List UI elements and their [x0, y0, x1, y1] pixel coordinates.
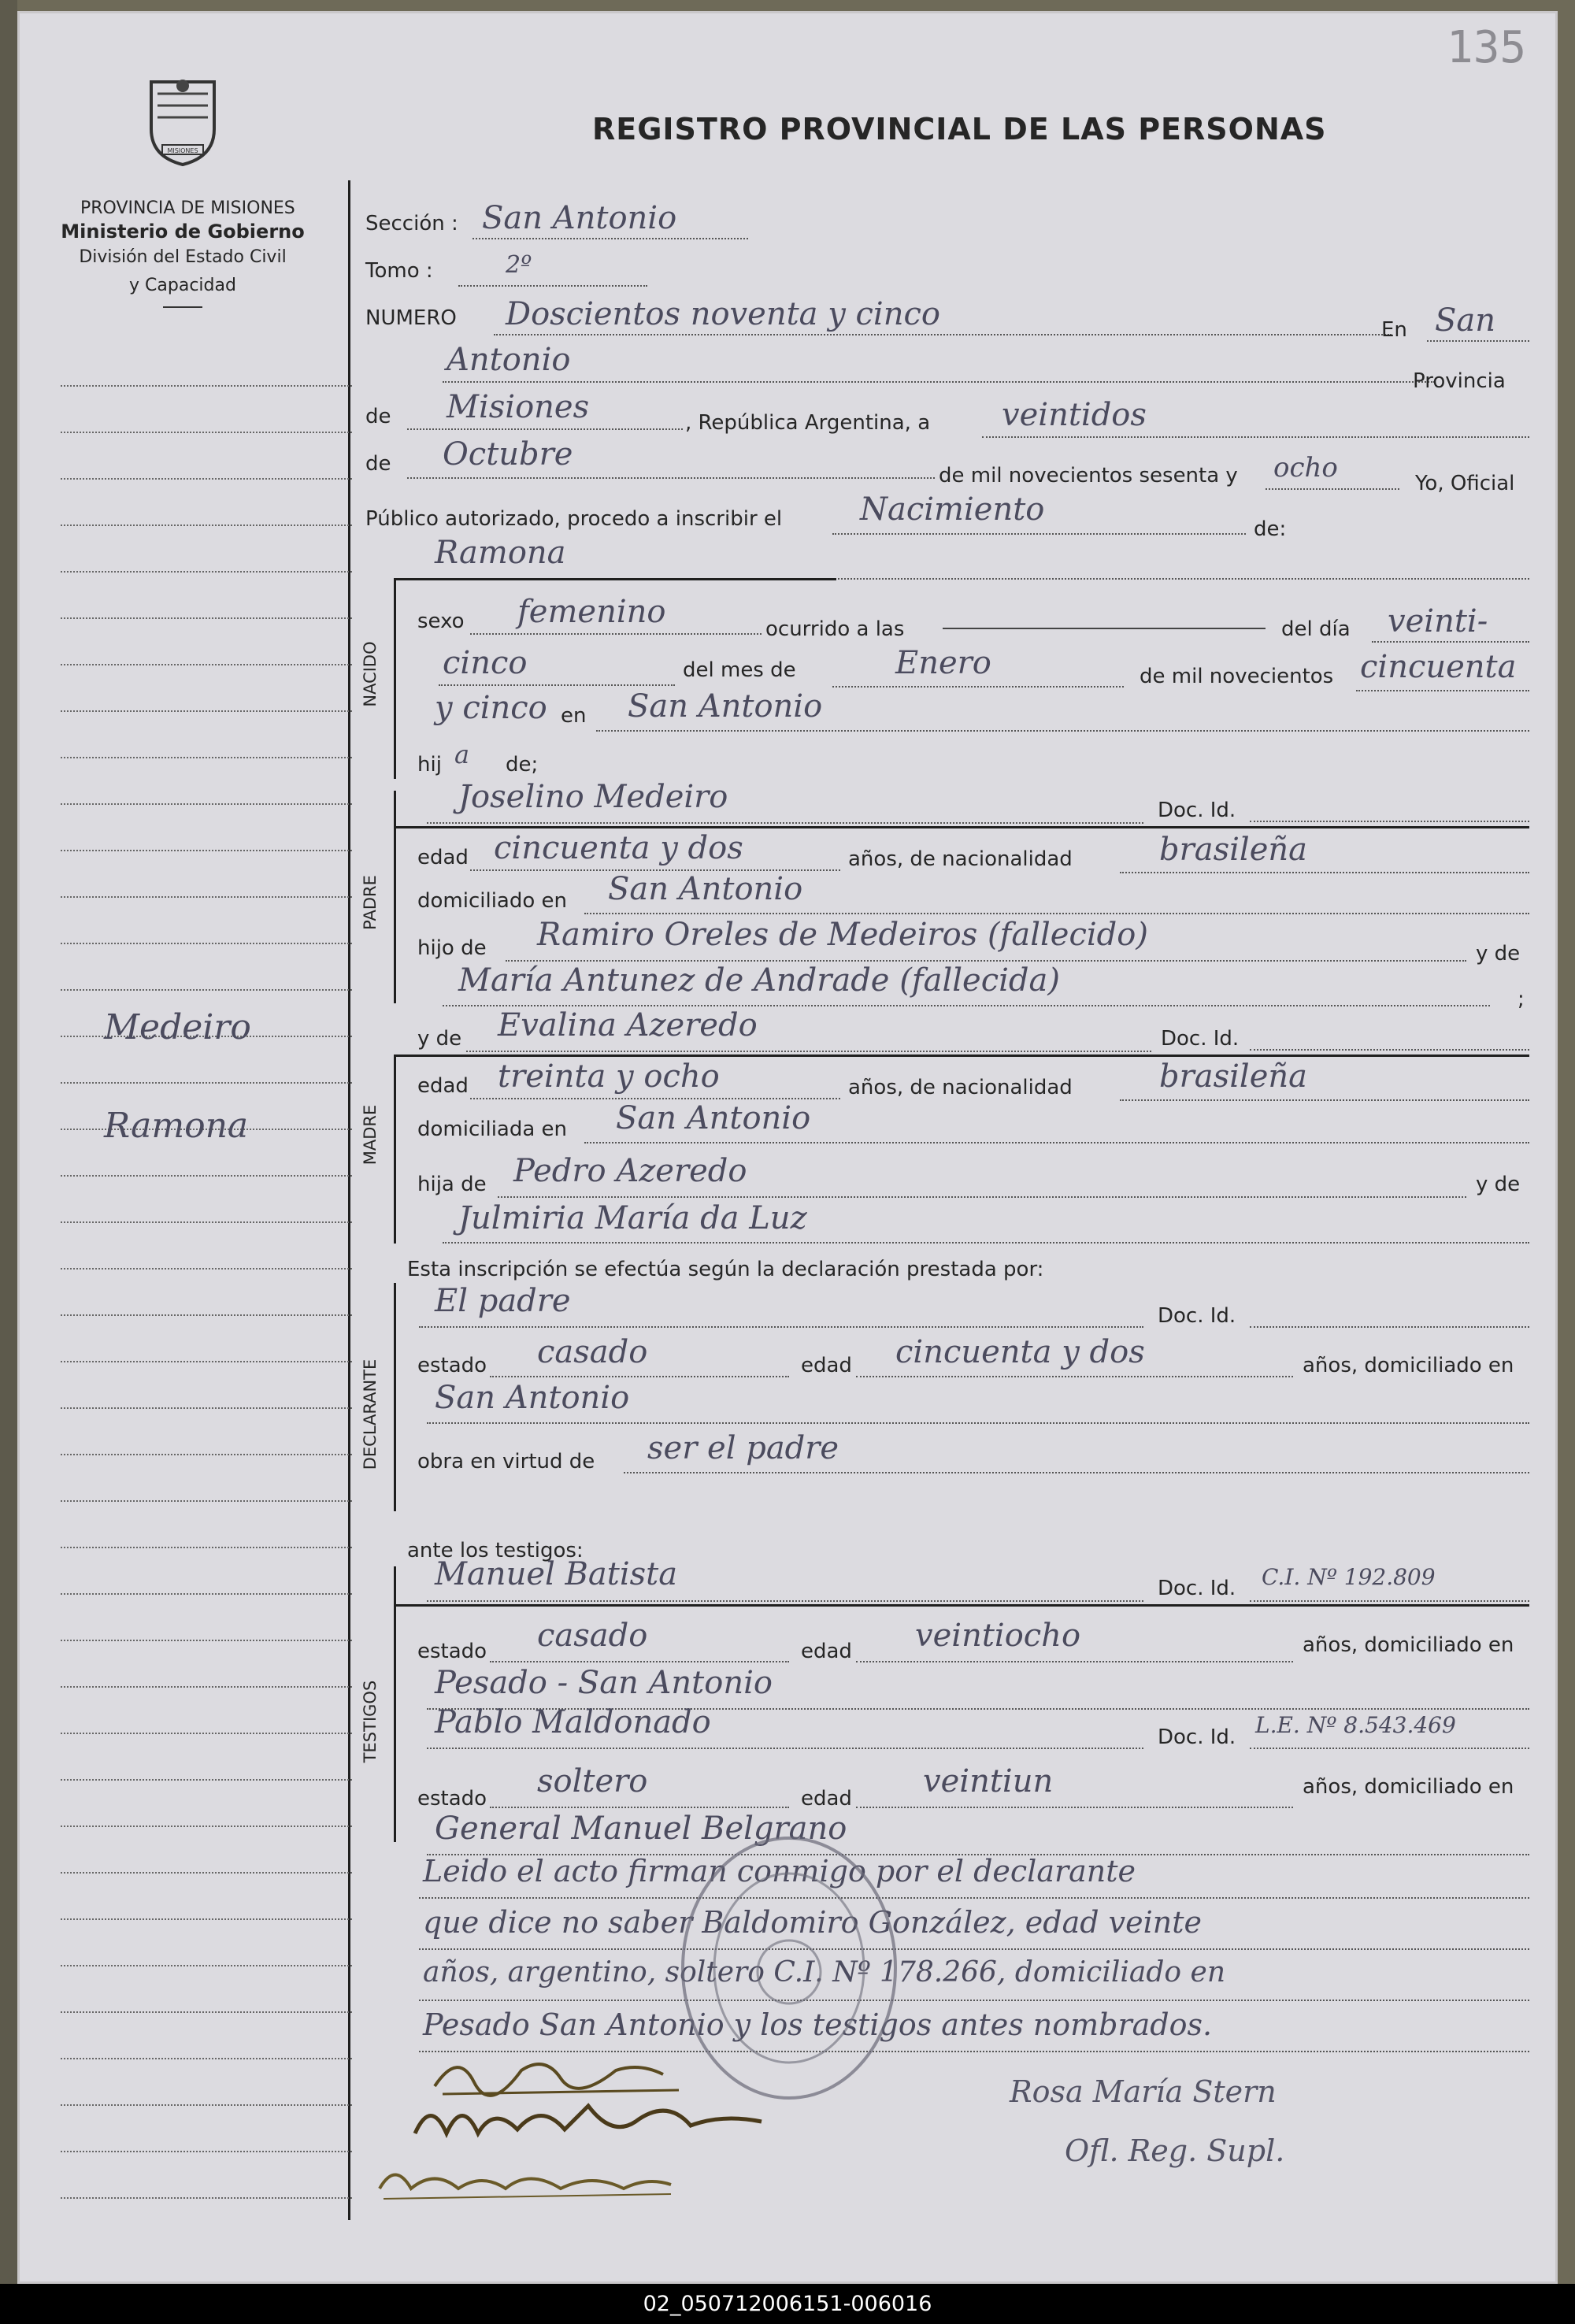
value-anio-nac-1: cincuenta	[1360, 649, 1517, 685]
label-padre-dom: domiciliado en	[417, 889, 568, 913]
label-de-mil-nov: de mil novecientos	[1140, 665, 1334, 688]
margin-ruled-line	[61, 1175, 352, 1177]
label-t2-doc: Doc. Id.	[1158, 1725, 1236, 1749]
label-madre-nac: años, de nacionalidad	[848, 1076, 1073, 1099]
bar-testigos	[394, 1566, 396, 1842]
line-t2-doc	[1250, 1748, 1529, 1749]
margin-ruled-line	[61, 1965, 352, 1966]
value-t1-doc: C.I. Nº 192.809	[1262, 1564, 1436, 1590]
value-t2-nombre: Pablo Maldonado	[435, 1704, 711, 1740]
value-acto: Nacimiento	[860, 491, 1045, 528]
signature-manuel-batista	[407, 2090, 801, 2153]
line-madre-nombre	[466, 1051, 1151, 1052]
label-t1-doc: Doc. Id.	[1158, 1577, 1236, 1600]
line-t1-edad	[856, 1661, 1293, 1662]
line-padre-dom	[584, 913, 1529, 914]
margin-ruled-line	[61, 1918, 352, 1920]
value-sexo: femenino	[517, 594, 666, 630]
value-dia-nac-2: cinco	[443, 645, 528, 681]
page-number: 135	[1447, 22, 1527, 73]
line-seccion	[472, 238, 748, 239]
value-decl-edad: cincuenta y dos	[895, 1334, 1145, 1370]
margin-ruled-line	[61, 850, 352, 851]
margin-ruled-line	[61, 2197, 352, 2199]
value-lugar-nac: San Antonio	[628, 688, 823, 725]
line-dia-acta	[982, 436, 1529, 438]
line-t2-estado	[490, 1807, 789, 1808]
value-t1-estado: casado	[537, 1618, 648, 1654]
bar-padre	[394, 791, 396, 1003]
value-numero: Doscientos noventa y cinco	[506, 296, 940, 332]
value-en-place: San	[1435, 302, 1496, 339]
margin-ruled-line	[61, 1314, 352, 1316]
official-circular-stamp	[671, 1826, 907, 2110]
value-t1-nombre: Manuel Batista	[435, 1556, 678, 1592]
value-padre-madre: María Antunez de Andrade (fallecida)	[458, 962, 1060, 999]
label-publico: Público autorizado, procedo a inscribir el	[365, 507, 783, 531]
line-anio-nac	[1356, 690, 1529, 691]
margin-ruled-line	[61, 2058, 352, 2059]
coat-of-arms-seal	[143, 74, 222, 169]
line-t2-nombre	[427, 1748, 1143, 1749]
label-obra: obra en virtud de	[417, 1450, 595, 1473]
line-madre-dom	[584, 1142, 1529, 1143]
label-seccion: Sección :	[365, 212, 458, 235]
label-padre-doc: Doc. Id.	[1158, 799, 1236, 822]
section-nacido: NACIDO	[361, 641, 380, 707]
value-mes-acta: Octubre	[443, 436, 573, 473]
label-t2-edad: edad	[801, 1787, 852, 1811]
margin-ruled-line	[61, 1593, 352, 1595]
label-decl-domic: años, domiciliado en	[1303, 1354, 1514, 1377]
line-madre-madre	[443, 1242, 1529, 1244]
value-madre-nac: brasileña	[1159, 1058, 1307, 1095]
rule-madre-top	[395, 1055, 1529, 1057]
bar-madre	[394, 1055, 396, 1244]
margin-ruled-line	[61, 1361, 352, 1362]
line-padre-nac	[1120, 872, 1529, 873]
label-padre-hijo-de: hijo de	[417, 936, 487, 960]
closing-line-1: Leido el acto firman conmigo por el declarante	[423, 1854, 1136, 1888]
label-del-dia: del día	[1281, 617, 1351, 641]
label-decl-edad: edad	[801, 1354, 852, 1377]
value-mes-nac: Enero	[895, 645, 991, 681]
label-madre-edad: edad	[417, 1074, 469, 1098]
margin-ruled-line	[61, 524, 352, 526]
line-lugar	[443, 381, 1435, 383]
label-hijo: hij	[417, 753, 442, 777]
value-madre-nombre: Evalina Azeredo	[498, 1007, 758, 1043]
value-declarante: El padre	[435, 1283, 571, 1319]
label-esta-inscripcion: Esta inscripción se efectúa según la declaración prestada por:	[407, 1258, 1044, 1281]
margin-ruled-line	[61, 1779, 352, 1781]
line-dia-nac	[1372, 641, 1529, 643]
line-hora	[943, 628, 1266, 629]
value-t2-domicilio: General Manuel Belgrano	[435, 1811, 847, 1847]
line-obra	[624, 1472, 1529, 1473]
label-sexo: sexo	[417, 610, 465, 633]
label-t1-edad: edad	[801, 1640, 852, 1663]
label-yo-oficial: Yo, Oficial	[1415, 472, 1515, 495]
margin-note-surname: Medeiro	[104, 1007, 251, 1047]
value-madre-edad: treinta y ocho	[498, 1058, 720, 1095]
label-t2-domic: años, domiciliado en	[1303, 1775, 1514, 1799]
label-de-semicolon: de;	[506, 753, 539, 777]
line-anio-acta	[1266, 488, 1399, 490]
book-binding	[0, 0, 17, 2284]
label-de-colon: de:	[1254, 517, 1287, 541]
margin-ruled-line	[61, 2151, 352, 2152]
margin-ruled-line	[61, 617, 352, 619]
label-de-mil: de mil novecientos sesenta y	[939, 464, 1238, 487]
margin-ruled-line	[61, 1454, 352, 1455]
register-page	[17, 11, 1558, 2284]
margin-ruled-line	[61, 2104, 352, 2106]
line-madre-doc	[1250, 1049, 1529, 1051]
label-madre-dom: domiciliada en	[417, 1118, 568, 1141]
line-numero	[494, 334, 1392, 335]
value-decl-domicilio: San Antonio	[435, 1380, 630, 1416]
value-hijo-suffix: a	[454, 739, 470, 769]
label-numero: NUMERO	[365, 306, 457, 330]
margin-ruled-line	[61, 1640, 352, 1641]
label-tomo: Tomo :	[365, 259, 433, 283]
margin-ruled-line	[61, 664, 352, 665]
margin-note-name: Ramona	[104, 1106, 249, 1146]
label-ante-testigos: ante los testigos:	[407, 1539, 584, 1562]
margin-ruled-line	[61, 385, 352, 387]
value-dia-nac-1: veinti-	[1388, 603, 1488, 639]
label-republica: , República Argentina, a	[685, 411, 931, 435]
value-seccion: San Antonio	[482, 200, 677, 236]
value-provincia: Misiones	[447, 389, 590, 425]
line-acto	[832, 533, 1246, 535]
line-tomo	[458, 285, 647, 287]
line-en	[1427, 340, 1529, 342]
label-de-prov: de	[365, 405, 391, 428]
org-division: División del Estado Civil	[79, 247, 287, 267]
label-t2-estado: estado	[417, 1787, 487, 1811]
signature-pablo-maldonado	[372, 2153, 687, 2208]
label-madre-hija-de: hija de	[417, 1173, 487, 1196]
signature-oficial-title: Ofl. Reg. Supl.	[1065, 2133, 1285, 2168]
value-anio-nac-2: y cinco	[435, 690, 547, 726]
line-padre-doc	[1250, 821, 1529, 822]
page-title: REGISTRO PROVINCIAL DE LAS PERSONAS	[592, 112, 1327, 146]
section-madre: MADRE	[361, 1104, 380, 1166]
value-t1-domicilio: Pesado - San Antonio	[435, 1665, 773, 1701]
org-province: PROVINCIA DE MISIONES	[80, 198, 295, 218]
form-frame-left	[348, 180, 350, 2220]
value-padre-nac: brasileña	[1159, 832, 1307, 868]
label-madre-y-de: y de	[417, 1027, 462, 1051]
value-nombre: Ramona	[435, 535, 566, 571]
value-decl-virtud: ser el padre	[647, 1430, 839, 1466]
rule-nacido-top	[395, 578, 836, 580]
label-padre-edad: edad	[417, 846, 469, 869]
line-declarante	[419, 1326, 1143, 1328]
org-underline	[163, 306, 202, 308]
closing-line-2: que dice no saber Baldomiro González, edad veinte	[423, 1905, 1203, 1940]
closing-line-3: años, argentino, soltero C.I. Nº 178.266, domiciliado en	[423, 1956, 1226, 1989]
margin-ruled-line	[61, 1407, 352, 1409]
margin-ruled-line	[61, 2011, 352, 2013]
value-t2-doc: L.E. Nº 8.543.469	[1255, 1712, 1456, 1738]
line-provincia	[407, 428, 683, 430]
margin-ruled-line	[61, 478, 352, 480]
margin-ruled-line	[61, 1500, 352, 1502]
value-padre-edad: cincuenta y dos	[494, 830, 743, 866]
rule-padre-top	[395, 826, 1529, 828]
label-del-mes: del mes de	[683, 658, 796, 682]
margin-ruled-line	[61, 571, 352, 573]
line-closing-3	[419, 2000, 1529, 2001]
line-madre-nac	[1120, 1099, 1529, 1101]
label-ocurrido: ocurrido a las	[765, 617, 905, 641]
margin-ruled-line	[61, 1686, 352, 1688]
value-padre-padre: Ramiro Oreles de Medeiros (fallecido)	[537, 917, 1148, 953]
value-t2-edad: veintiun	[923, 1763, 1054, 1800]
org-capacity: y Capacidad	[129, 276, 236, 295]
org-ministry: Ministerio de Gobierno	[61, 221, 305, 243]
margin-ruled-line	[61, 803, 352, 805]
seal-text: MISIONES	[167, 147, 198, 154]
label-t1-domic: años, domiciliado en	[1303, 1633, 1514, 1657]
signature-oficial-name: Rosa María Stern	[1010, 2074, 1277, 2109]
value-tomo: 2º	[506, 251, 532, 279]
line-padre-madre	[443, 1005, 1490, 1006]
bar-nacido	[394, 578, 396, 779]
value-dia-acta: veintidos	[1002, 397, 1147, 433]
label-decl-estado: estado	[417, 1354, 487, 1377]
margin-ruled-line	[61, 432, 352, 433]
line-t1-doc	[1250, 1600, 1529, 1602]
label-t1-estado: estado	[417, 1640, 487, 1663]
line-sexo	[470, 633, 762, 635]
margin-ruled-line	[61, 989, 352, 991]
line-padre-nombre	[427, 822, 1143, 824]
margin-ruled-line	[61, 1825, 352, 1827]
margin-ruled-line	[61, 1082, 352, 1084]
margin-ruled-line	[61, 1268, 352, 1269]
line-madre-padre	[498, 1196, 1466, 1198]
footer-id-bar: 02_050712006151-006016	[0, 2284, 1575, 2324]
value-t1-edad: veintiocho	[915, 1618, 1081, 1654]
label-madre-doc: Doc. Id.	[1161, 1027, 1240, 1051]
value-t2-estado: soltero	[537, 1763, 648, 1800]
margin-ruled-line	[61, 943, 352, 944]
label-padre-nac: años, de nacionalidad	[848, 847, 1073, 871]
value-padre-nombre: Joselino Medeiro	[458, 779, 728, 815]
label-en: En	[1381, 318, 1407, 342]
bar-declarante	[394, 1283, 396, 1511]
label-semicolon: ;	[1518, 988, 1525, 1011]
line-lugar-nac	[596, 730, 1529, 732]
label-decl-doc: Doc. Id.	[1158, 1304, 1236, 1328]
label-provincia: Provincia	[1413, 369, 1506, 393]
line-closing-1	[419, 1897, 1529, 1899]
margin-ruled-line	[61, 710, 352, 712]
rule-testigos-top	[395, 1604, 1529, 1607]
section-testigos: TESTIGOS	[361, 1680, 380, 1763]
margin-ruled-line	[61, 1733, 352, 1734]
line-madre-edad	[470, 1098, 840, 1099]
value-madre-dom: San Antonio	[616, 1100, 811, 1136]
value-padre-dom: San Antonio	[608, 871, 803, 907]
line-decl-doc	[1250, 1326, 1529, 1328]
line-t1-nombre	[427, 1600, 1143, 1602]
margin-ruled-line	[61, 1872, 352, 1874]
line-mes-nac	[832, 686, 1124, 688]
margin-ruled-line	[61, 1547, 352, 1548]
value-madre-padre: Pedro Azeredo	[513, 1153, 747, 1189]
line-padre-padre	[506, 960, 1466, 962]
section-declarante: DECLARANTE	[361, 1358, 380, 1470]
line-t1-estado	[490, 1661, 789, 1662]
line-decl-domicilio	[427, 1422, 1529, 1424]
value-decl-estado: casado	[537, 1334, 648, 1370]
margin-ruled-line	[61, 1221, 352, 1223]
line-mes-acta	[407, 477, 935, 479]
closing-line-4: Pesado San Antonio y los testigos antes nombrados.	[423, 2007, 1213, 2042]
value-anio-acta: ocho	[1273, 452, 1338, 484]
margin-ruled-line	[61, 896, 352, 898]
margin-ruled-line	[61, 757, 352, 758]
value-madre-madre: Julmiria María da Luz	[458, 1200, 807, 1236]
line-decl-edad	[856, 1376, 1293, 1377]
label-de-mes: de	[365, 452, 391, 476]
label-madre-y-de: y de	[1476, 1173, 1521, 1196]
line-t2-edad	[856, 1807, 1293, 1808]
line-closing-2	[419, 1948, 1529, 1950]
line-decl-estado	[490, 1376, 789, 1377]
value-lugar: Antonio	[447, 342, 571, 378]
label-padre-y-de: y de	[1476, 942, 1521, 966]
section-padre: PADRE	[361, 875, 380, 930]
line-dia-nac-2	[439, 684, 675, 686]
label-en-lugar: en	[561, 704, 587, 728]
